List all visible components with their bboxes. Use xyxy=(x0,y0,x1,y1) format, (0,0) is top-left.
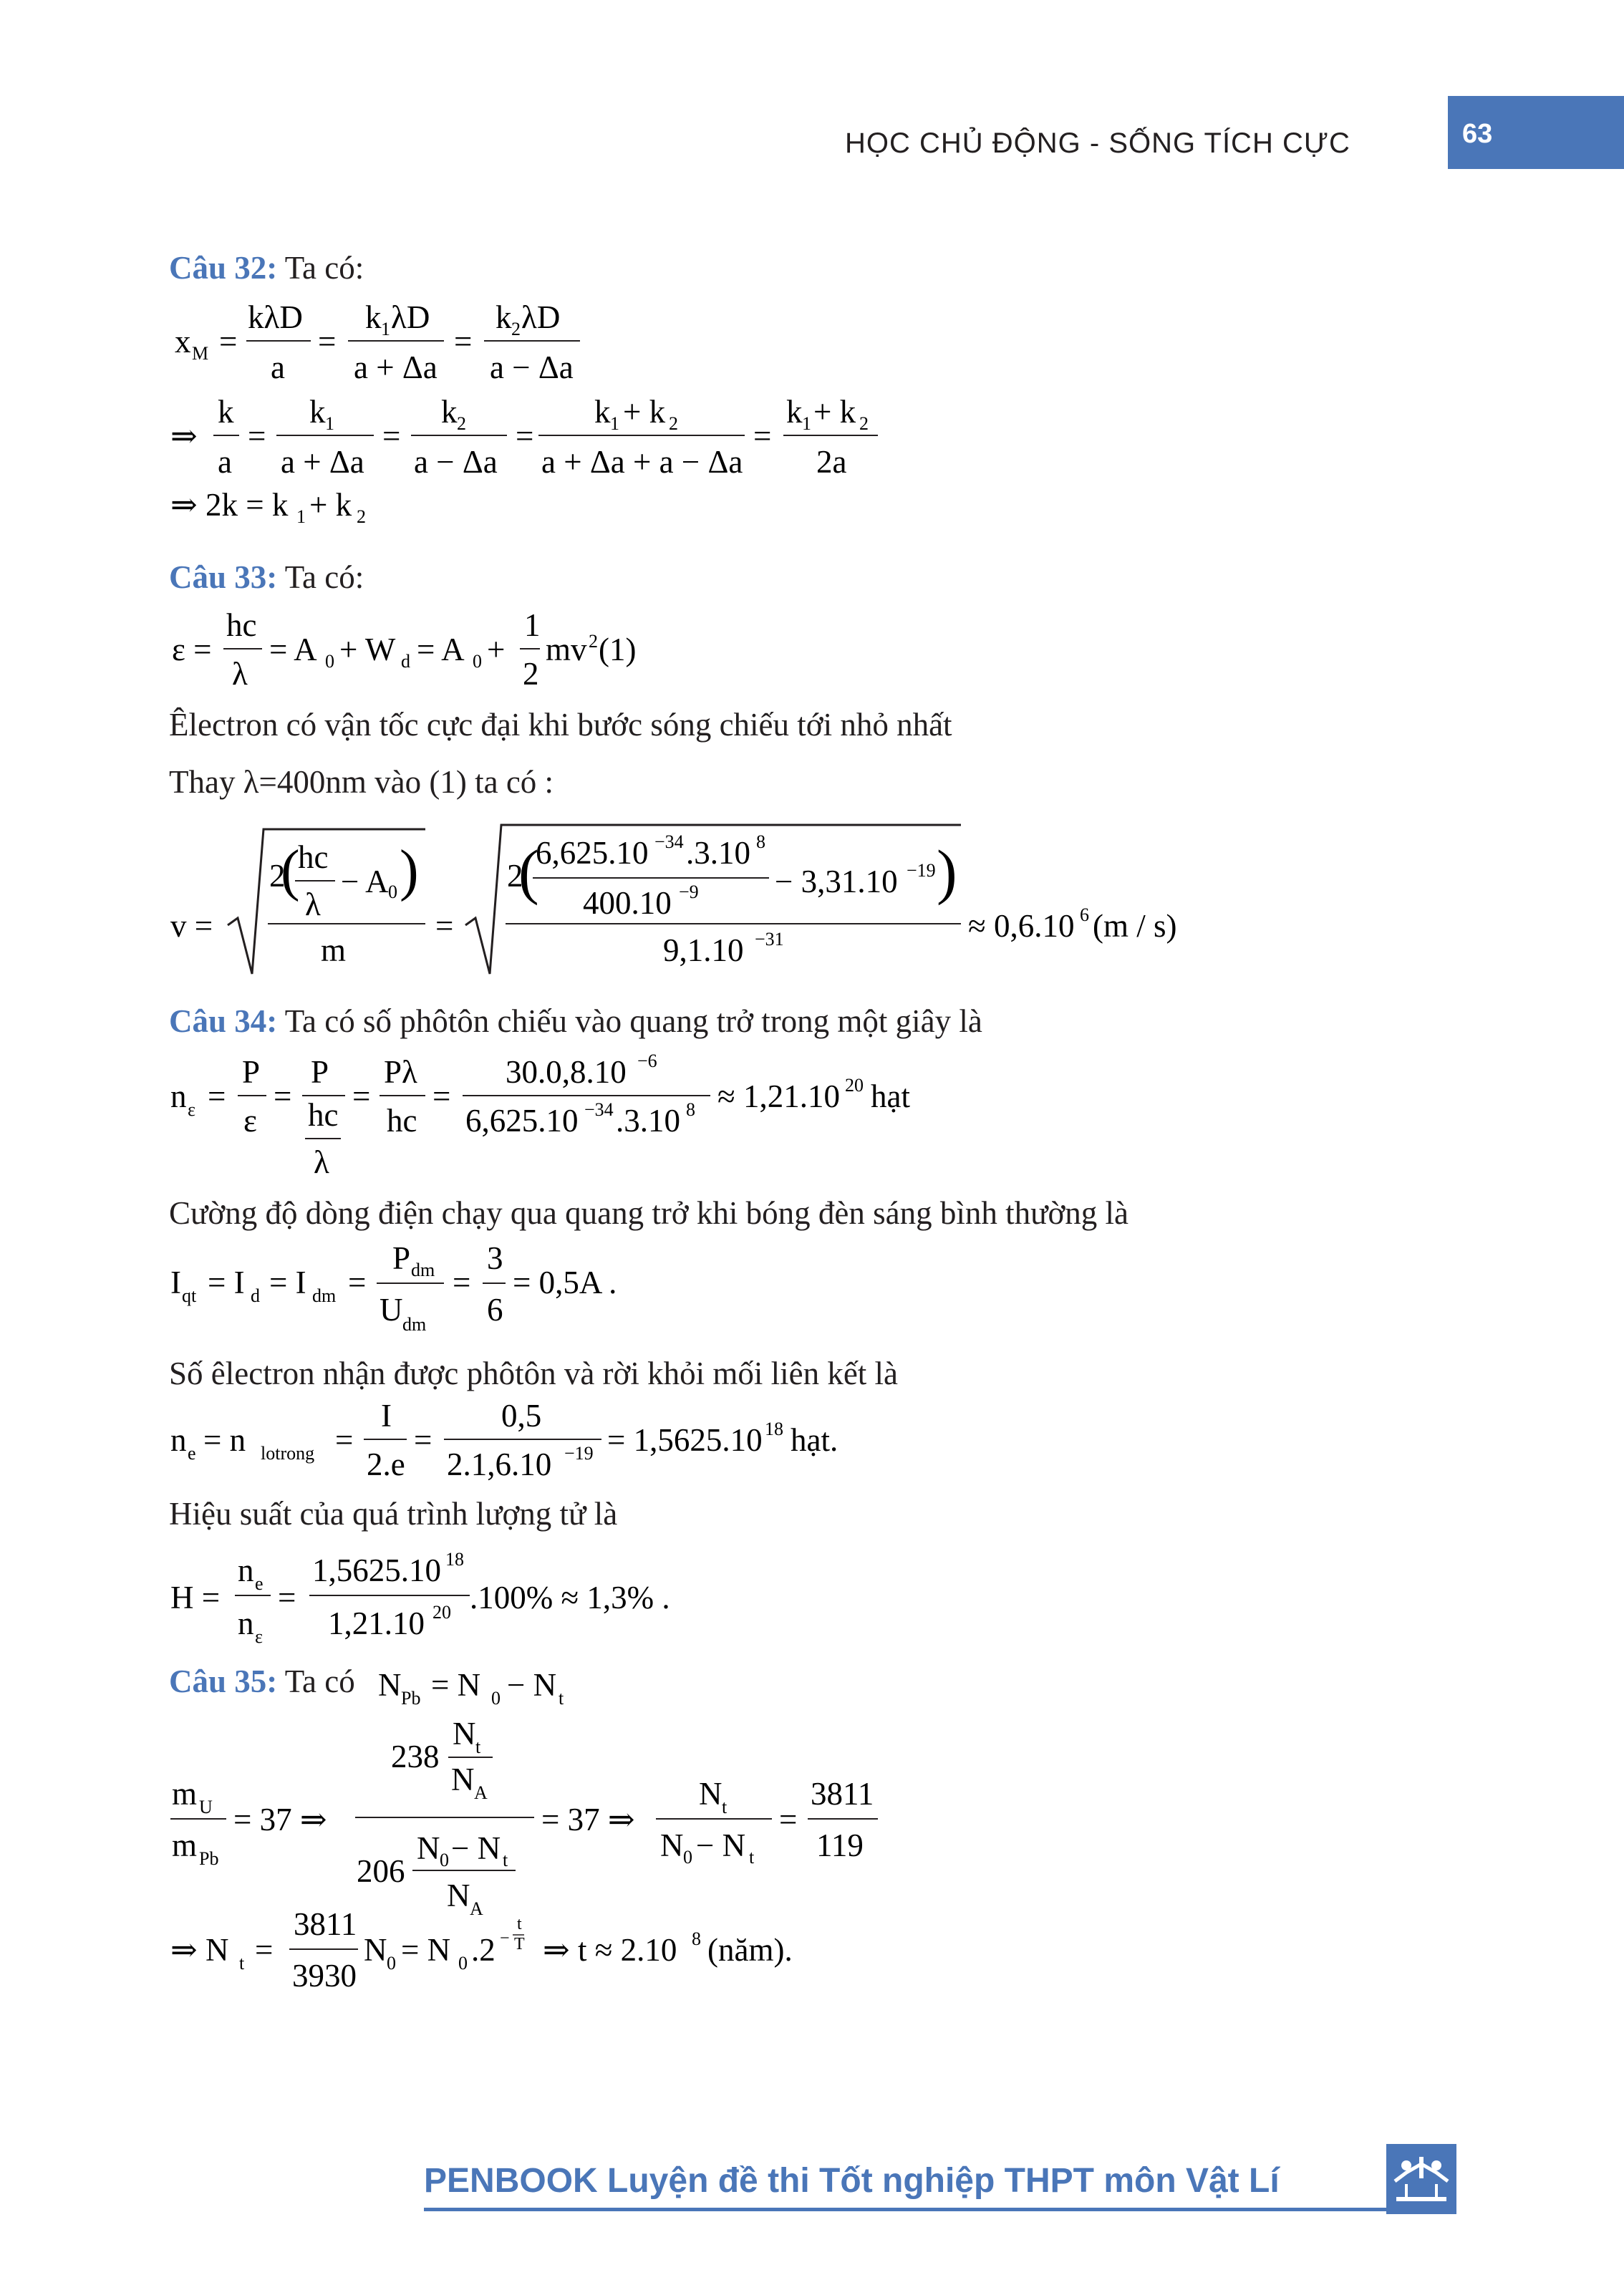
page-number: 63 xyxy=(1462,119,1493,149)
svg-text:Pλ: Pλ xyxy=(384,1054,417,1090)
q34-current-equation xyxy=(169,1243,670,1343)
svg-text:⇒ N: ⇒ N xyxy=(170,1932,229,1968)
svg-text:hc: hc xyxy=(387,1103,417,1139)
svg-text:e: e xyxy=(255,1573,264,1594)
svg-text:1: 1 xyxy=(524,607,541,643)
svg-text:qt: qt xyxy=(182,1285,197,1306)
svg-text:d: d xyxy=(251,1285,260,1306)
svg-text:0: 0 xyxy=(440,1850,449,1870)
svg-text:− N: − N xyxy=(507,1667,557,1703)
svg-text:k: k xyxy=(441,394,458,430)
svg-text:ε =: ε = xyxy=(172,632,212,667)
svg-text:8: 8 xyxy=(686,1099,695,1120)
svg-text:3811: 3811 xyxy=(294,1906,357,1942)
question-intro: Ta có: xyxy=(277,250,364,286)
svg-text:=: = xyxy=(348,1265,367,1300)
svg-text:= I: = I xyxy=(208,1265,245,1300)
svg-text:= 37 ⇒: = 37 ⇒ xyxy=(541,1802,635,1837)
svg-text:ε: ε xyxy=(243,1103,257,1139)
svg-text:m: m xyxy=(172,1776,198,1812)
svg-text:t: t xyxy=(503,1850,508,1870)
svg-text:U: U xyxy=(380,1292,403,1328)
svg-text:N: N xyxy=(364,1932,387,1968)
svg-text:kλD: kλD xyxy=(248,299,303,335)
svg-text:3930: 3930 xyxy=(292,1958,357,1994)
svg-text:2: 2 xyxy=(357,506,366,527)
svg-text:hạt.: hạt. xyxy=(791,1422,838,1458)
svg-text:n: n xyxy=(238,1552,254,1588)
svg-text:lotrong: lotrong xyxy=(261,1443,315,1464)
q33-energy-equation xyxy=(169,603,685,703)
svg-text:2: 2 xyxy=(523,656,539,692)
svg-text:− N: − N xyxy=(696,1827,746,1863)
svg-text:20: 20 xyxy=(432,1602,451,1623)
svg-text:2: 2 xyxy=(269,858,286,894)
svg-text:dm: dm xyxy=(411,1260,435,1280)
svg-text:k: k xyxy=(786,394,803,430)
svg-text:=: = xyxy=(274,1078,292,1114)
svg-text:− A: − A xyxy=(341,864,389,899)
svg-text:119: 119 xyxy=(816,1827,864,1863)
svg-text:=: = xyxy=(219,324,238,359)
svg-text:λ: λ xyxy=(232,656,248,692)
q35-final-equation xyxy=(169,1903,885,2004)
svg-text:=: = xyxy=(779,1802,798,1837)
svg-text:2: 2 xyxy=(507,858,523,894)
svg-text:= n: = n xyxy=(203,1422,246,1458)
svg-text:= N: = N xyxy=(431,1667,481,1703)
svg-text:−: − xyxy=(500,1929,510,1948)
svg-text:+: + xyxy=(487,632,506,667)
svg-text:a: a xyxy=(271,349,285,385)
svg-text:(năm).: (năm). xyxy=(707,1932,793,1968)
svg-text:λ: λ xyxy=(314,1144,329,1180)
question-label: Câu 32: xyxy=(169,250,278,286)
svg-text:1: 1 xyxy=(325,413,334,434)
svg-text:Pb: Pb xyxy=(199,1848,219,1869)
svg-text:2.1,6.10: 2.1,6.10 xyxy=(447,1446,552,1482)
svg-text:+ k: + k xyxy=(309,487,352,523)
paragraph: Số êlectron nhận được phôtôn và rời khỏi mối liên kết là xyxy=(169,1356,899,1391)
svg-text:d: d xyxy=(401,651,410,672)
question-label: Câu 33: xyxy=(169,559,278,595)
q34-photon-count-equation xyxy=(169,1050,957,1193)
footer-title: PENBOOK Luyện đề thi Tốt nghiệp THPT môn Vật Lí xyxy=(424,2162,1280,2200)
svg-text:= I: = I xyxy=(269,1265,306,1300)
svg-text:.3.10: .3.10 xyxy=(686,835,750,871)
q34-electron-count-equation xyxy=(169,1401,885,1494)
penbook-logo-icon xyxy=(1386,2144,1456,2214)
svg-text:a + Δa: a + Δa xyxy=(354,349,438,385)
svg-text:=: = xyxy=(432,1078,451,1114)
q32-equation-3 xyxy=(169,481,455,531)
svg-text:−34: −34 xyxy=(654,831,684,852)
question-intro: Ta có số phôtôn chiếu vào quang trở trong một giây là xyxy=(277,1003,982,1039)
svg-text:m: m xyxy=(321,932,347,968)
svg-text:N: N xyxy=(699,1776,722,1812)
svg-text:=: = xyxy=(208,1078,226,1114)
svg-text:1: 1 xyxy=(296,506,306,527)
svg-text:6,625.10: 6,625.10 xyxy=(465,1103,579,1139)
q32-equation-2 xyxy=(169,387,921,487)
svg-text:P: P xyxy=(392,1243,411,1276)
question-33-heading xyxy=(169,559,364,596)
svg-text:+ W: + W xyxy=(339,632,396,667)
svg-text:.3.10: .3.10 xyxy=(616,1103,680,1139)
question-intro: Ta có xyxy=(277,1663,355,1699)
svg-text:= A: = A xyxy=(269,632,317,667)
svg-text:M: M xyxy=(192,343,209,364)
svg-text:−9: −9 xyxy=(679,881,699,902)
svg-text:t: t xyxy=(722,1797,728,1817)
svg-text:(: ( xyxy=(518,837,539,906)
svg-text:1: 1 xyxy=(610,413,619,434)
svg-text:=: = xyxy=(352,1078,371,1114)
svg-text:ε: ε xyxy=(188,1099,195,1120)
svg-text:hạt: hạt xyxy=(871,1078,910,1114)
svg-text:−31: −31 xyxy=(755,929,784,950)
paragraph: Cường độ dòng điện chạy qua quang trở khi bóng đèn sáng bình thường là xyxy=(169,1195,1128,1231)
svg-text:=: = xyxy=(753,418,772,454)
q35-npb-equation xyxy=(377,1658,634,1716)
svg-text:6,625.10: 6,625.10 xyxy=(536,835,649,871)
svg-text:18: 18 xyxy=(445,1549,464,1570)
svg-text:9,1.10: 9,1.10 xyxy=(663,932,744,968)
svg-text:): ) xyxy=(937,837,957,906)
svg-text:I: I xyxy=(381,1401,392,1434)
svg-text:t: t xyxy=(559,1688,564,1709)
svg-text:0: 0 xyxy=(387,1953,396,1974)
svg-text:t: t xyxy=(475,1737,481,1757)
svg-text:=: = xyxy=(435,908,454,944)
svg-text:1,5625.10: 1,5625.10 xyxy=(312,1552,441,1588)
svg-text:2: 2 xyxy=(589,631,598,652)
svg-text:≈ 1,21.10: ≈ 1,21.10 xyxy=(717,1078,840,1114)
svg-text:hc: hc xyxy=(226,607,257,643)
question-label: Câu 34: xyxy=(169,1003,278,1039)
question-32-heading xyxy=(169,249,364,286)
svg-text:1: 1 xyxy=(381,319,390,339)
q33-velocity-equation xyxy=(169,818,1214,982)
svg-text:1: 1 xyxy=(802,413,811,434)
svg-text:2: 2 xyxy=(511,319,521,339)
svg-text:a + Δa + a − Δa: a + Δa + a − Δa xyxy=(541,444,743,480)
svg-text:8: 8 xyxy=(692,1928,701,1949)
svg-text:N: N xyxy=(417,1830,440,1866)
svg-text:18: 18 xyxy=(765,1419,783,1439)
svg-text:238: 238 xyxy=(391,1739,440,1774)
svg-text:30.0,8.10: 30.0,8.10 xyxy=(506,1054,627,1090)
svg-text:k: k xyxy=(496,299,512,335)
svg-text:a: a xyxy=(218,444,232,480)
q34-efficiency-equation xyxy=(169,1548,742,1656)
svg-text:dm: dm xyxy=(312,1285,337,1306)
svg-text:N: N xyxy=(451,1762,475,1797)
svg-text:v =: v = xyxy=(170,908,213,944)
svg-text:x: x xyxy=(175,324,191,359)
svg-text:20: 20 xyxy=(845,1075,864,1096)
svg-text:− N: − N xyxy=(451,1830,501,1866)
svg-text:Pb: Pb xyxy=(401,1688,421,1709)
svg-text:≈ 0,6.10: ≈ 0,6.10 xyxy=(968,908,1075,944)
svg-text:2.e: 2.e xyxy=(367,1446,405,1482)
svg-text:0: 0 xyxy=(458,1953,468,1974)
question-intro: Ta có: xyxy=(277,559,364,595)
svg-text:hc: hc xyxy=(298,839,329,875)
svg-text:400.10: 400.10 xyxy=(583,885,672,921)
svg-text:a − Δa: a − Δa xyxy=(490,349,574,385)
svg-text:P: P xyxy=(311,1054,329,1090)
svg-text:=: = xyxy=(278,1580,296,1615)
svg-text:=: = xyxy=(454,324,473,359)
svg-text:2: 2 xyxy=(669,413,678,434)
svg-text:mv: mv xyxy=(546,632,587,667)
svg-text:a − Δa: a − Δa xyxy=(414,444,498,480)
question-34-heading xyxy=(169,1003,982,1040)
svg-text:= 1,5625.10: = 1,5625.10 xyxy=(607,1422,763,1458)
svg-text:= 0,5A .: = 0,5A . xyxy=(513,1265,617,1300)
svg-text:8: 8 xyxy=(756,831,765,852)
svg-text:6: 6 xyxy=(1080,904,1089,925)
svg-text:=: = xyxy=(318,324,337,359)
svg-text:0,5: 0,5 xyxy=(501,1401,542,1434)
svg-text:k: k xyxy=(309,394,326,430)
svg-text:t: t xyxy=(749,1847,755,1868)
svg-text:A: A xyxy=(470,1898,483,1919)
svg-text:e: e xyxy=(188,1443,196,1464)
svg-text:I: I xyxy=(170,1265,181,1300)
svg-text:=: = xyxy=(335,1422,354,1458)
svg-text:− 3,31.10: − 3,31.10 xyxy=(775,864,898,899)
q35-ratio-equation xyxy=(169,1716,885,1923)
svg-text:n: n xyxy=(170,1078,187,1114)
svg-text:0: 0 xyxy=(683,1847,692,1868)
svg-text:2: 2 xyxy=(859,413,869,434)
svg-text:=: = xyxy=(248,418,266,454)
svg-text:= N: = N xyxy=(401,1932,451,1968)
svg-text:6: 6 xyxy=(487,1292,503,1328)
svg-text:H =: H = xyxy=(170,1580,221,1615)
svg-text:=: = xyxy=(382,418,401,454)
svg-text:λD: λD xyxy=(521,299,561,335)
svg-text:0: 0 xyxy=(325,651,334,672)
svg-text:(1): (1) xyxy=(599,632,637,667)
svg-text:⇒: ⇒ xyxy=(170,418,198,454)
svg-text:1,21.10: 1,21.10 xyxy=(328,1605,425,1641)
svg-text:U: U xyxy=(199,1797,213,1817)
svg-text:P: P xyxy=(242,1054,261,1090)
paragraph: Thay λ=400nm vào (1) ta có : xyxy=(169,764,554,800)
svg-text:N: N xyxy=(660,1827,684,1863)
svg-text:a + Δa: a + Δa xyxy=(281,444,364,480)
svg-text:=: = xyxy=(255,1932,274,1968)
svg-text:N: N xyxy=(447,1878,470,1913)
svg-text:3811: 3811 xyxy=(811,1776,874,1812)
svg-text:3: 3 xyxy=(487,1243,503,1276)
svg-text:m: m xyxy=(172,1827,198,1863)
svg-text:−6: −6 xyxy=(637,1050,657,1071)
svg-text:0: 0 xyxy=(491,1688,501,1709)
svg-text:=: = xyxy=(414,1422,432,1458)
paragraph: Êlectron có vận tốc cực đại khi bước sóng chiếu tới nhỏ nhất xyxy=(169,707,952,743)
svg-text:ε: ε xyxy=(255,1626,263,1647)
svg-text:t: t xyxy=(517,1915,522,1933)
svg-text:0: 0 xyxy=(473,651,482,672)
svg-text:−34: −34 xyxy=(584,1099,614,1120)
svg-text:0: 0 xyxy=(388,881,397,902)
svg-text:+ k: + k xyxy=(813,394,856,430)
question-35-heading xyxy=(169,1663,355,1700)
svg-text:.100% ≈ 1,3% .: .100% ≈ 1,3% . xyxy=(470,1580,670,1615)
svg-text:⇒ t ≈ 2.10: ⇒ t ≈ 2.10 xyxy=(543,1932,677,1968)
footer-divider xyxy=(424,2208,1434,2211)
svg-text:= A: = A xyxy=(417,632,465,667)
q32-equation-1 xyxy=(169,294,627,394)
svg-text:T: T xyxy=(514,1935,525,1953)
svg-text:(: ( xyxy=(281,839,300,902)
svg-text:=: = xyxy=(516,418,534,454)
svg-text:= 37 ⇒: = 37 ⇒ xyxy=(233,1802,327,1837)
svg-text:⇒ 2k = k: ⇒ 2k = k xyxy=(170,487,289,523)
svg-text:): ) xyxy=(400,839,419,902)
svg-text:k: k xyxy=(218,394,234,430)
svg-text:λD: λD xyxy=(391,299,430,335)
svg-text:dm: dm xyxy=(402,1314,427,1335)
svg-text:−19: −19 xyxy=(907,860,936,881)
svg-text:A: A xyxy=(474,1782,488,1803)
svg-text:k: k xyxy=(594,394,611,430)
svg-text:t: t xyxy=(239,1953,245,1974)
svg-text:k: k xyxy=(365,299,382,335)
paragraph: Hiệu suất của quá trình lượng tử là xyxy=(169,1496,618,1532)
svg-text:hc: hc xyxy=(308,1097,339,1133)
svg-text:2: 2 xyxy=(457,413,466,434)
svg-text:λ: λ xyxy=(305,887,321,922)
svg-text:N: N xyxy=(453,1716,476,1752)
svg-text:n: n xyxy=(238,1605,254,1641)
svg-text:.2: .2 xyxy=(471,1932,496,1968)
svg-text:n: n xyxy=(170,1422,187,1458)
question-label: Câu 35: xyxy=(169,1663,278,1699)
svg-text:N: N xyxy=(378,1667,402,1703)
running-header: HỌC CHỦ ĐỘNG - SỐNG TÍCH CỰC xyxy=(845,127,1350,159)
svg-text:+ k: + k xyxy=(623,394,666,430)
svg-text:206: 206 xyxy=(357,1853,405,1889)
svg-text:2a: 2a xyxy=(816,444,847,480)
svg-text:(m / s): (m / s) xyxy=(1093,908,1177,944)
svg-text:−19: −19 xyxy=(564,1443,594,1464)
svg-text:=: = xyxy=(453,1265,471,1300)
